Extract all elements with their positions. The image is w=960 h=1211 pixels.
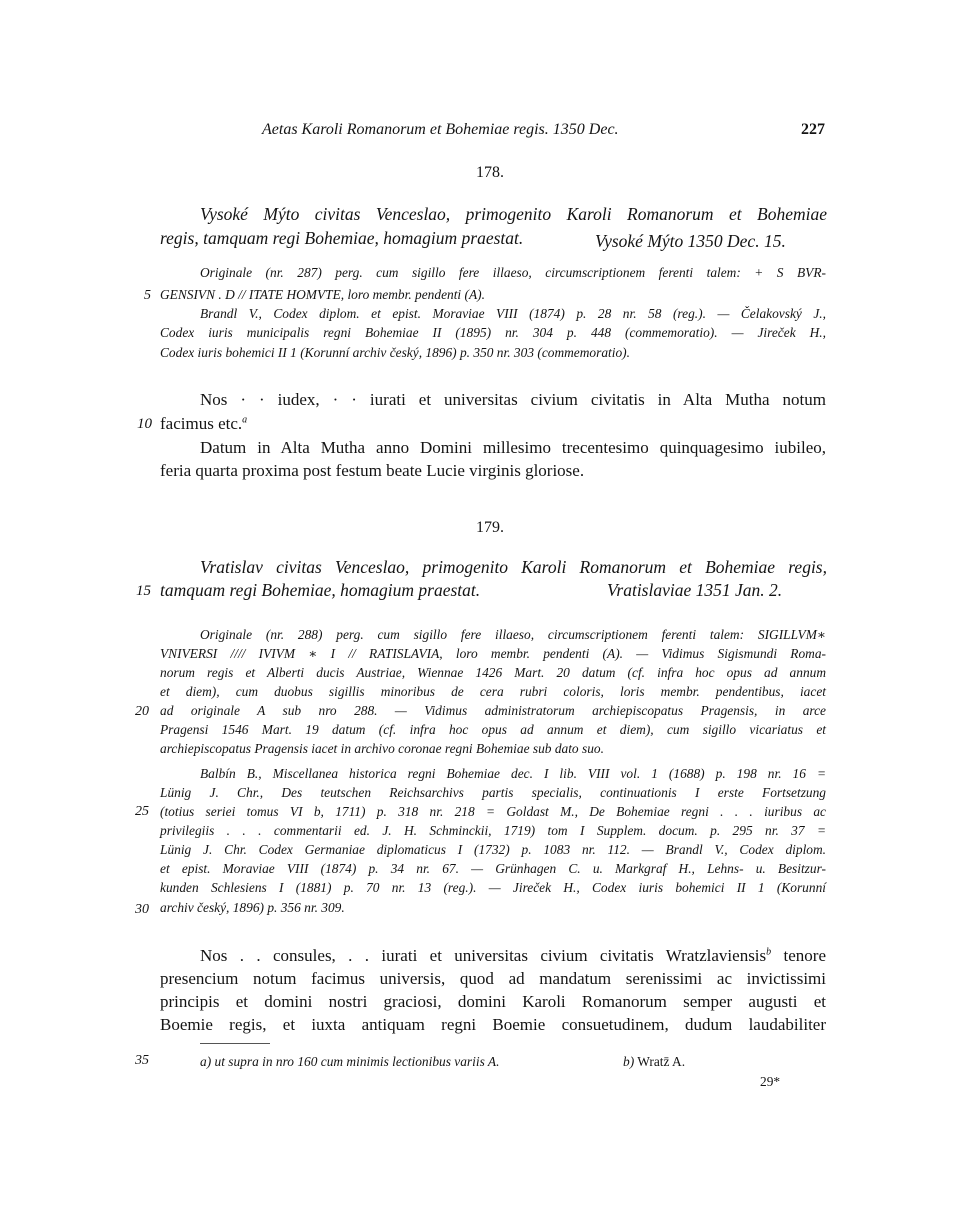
doc179-note-line: Balbín B., Miscellanea historica regni Bohemiae dec. I lib. VIII vol. 1 (1688) p. 198 nr. 16 = [200,766,826,781]
doc178-place-date: Vysoké Mýto 1350 Dec. 15. [595,231,786,251]
line-number: 30 [135,902,149,917]
doc179-text-line: Boemie regis, et iuxta antiquam regni Boemie consuetudinem, dudum laudabiliter [160,1015,826,1034]
doc179-place-date: Vratislaviae 1351 Jan. 2. [607,580,783,600]
line-number: 20 [135,704,149,719]
doc178-note-line: Originale (nr. 287) perg. cum sigillo fere illaeso, circumscriptionem ferenti talem: + S BVR- [200,265,826,280]
document-number-178: 178. [476,164,504,181]
doc178-note-line: Codex iuris bohemici II 1 (Korunní archiv český, 1896) p. 350 nr. 303 (commemoratio). [160,345,630,360]
page-number: 227 [801,121,825,138]
line-number: 35 [135,1053,149,1068]
doc179-text-line: Nos . . consules, . . iurati et universitas civium civitatis Wratzlaviensis$^b$ tenore [200,946,827,965]
doc179-note-line: archiv český, 1896) p. 356 nr. 309. [160,900,345,915]
doc178-text-line: feria quarta proxima post festum beate Lucie virginis gloriose. [160,461,585,480]
doc179-note-line: (totius seriei tomus VI b, 1711) p. 318 nr. 218 = Goldast M., De Bohemiae regni . . . iuribus ac [160,804,826,819]
footnote-rule [200,1043,270,1044]
line-number: 15 [136,583,151,599]
doc179-note-line: ad originale A sub nro 288. — Vidimus administratorum archiepiscopatus Pragensis, in arce [160,703,826,718]
doc179-note-line: kunden Schlesiens I (1881) p. 70 nr. 13 (reg.). — Jireček H., Codex iuris bohemici II 1 (Korunní [160,880,826,895]
doc179-note-line: Pragensi 1546 Mart. 19 datum (cf. infra hoc opus ad annum et diem), cum sigillo vicariatus et [160,722,826,737]
doc178-text-line: Nos · · iudex, · · iurati et universitas civium civitatis in Alta Mutha notum [200,390,826,409]
doc179-note-line: privilegiis . . . commentarii ed. J. H. Schminckii, 1719) tom I Supplem. docum. p. 295 nr. 37 = [160,823,826,838]
running-title: Aetas Karoli Romanorum et Bohemiae regis. 1350 Dec. [262,121,619,138]
line-number: 10 [137,416,152,432]
doc178-title-line-2: regis, tamquam regi Bohemiae, homagium praestat. [160,228,524,248]
doc178-title-line-1: Vysoké Mýto civitas Venceslao, primogenito Karoli Romanorum et Bohemiae [200,204,827,224]
doc178-note-line: GENSIVN . D // ITATE HOMVTE, loro membr. pendenti (A). [160,287,485,302]
doc178-note-line: Brandl V., Codex diplom. et epist. Moraviae VIII (1874) p. 28 nr. 58 (reg.). — Čelakovský J., [200,306,826,321]
doc179-note-line: Lünig J. Chr. Codex Germaniae diplomaticus I (1732) p. 1083 nr. 112. — Brandl V., Codex diplom. [160,842,826,857]
doc179-note-line: et diem), cum duobus sigillis minoribus de cera rubri coloris, loris membr. pendentibus, iacet [160,684,826,699]
doc179-title-line-2: tamquam regi Bohemiae, homagium praestat. [160,580,481,600]
doc179-text-line: presencium notum facimus universis, quod ad mandatum serenissimi ac invictissimi [160,969,826,988]
doc178-text-line: Datum in Alta Mutha anno Domini millesimo trecentesimo quinquagesimo iubileo, [200,438,826,457]
doc179-note-line: norum regis et Alberti ducis Austriae, Wiennae 1426 Mart. 20 datum (cf. infra hoc opus ad annum [160,665,826,680]
footnote-mark-a: a [242,414,248,426]
doc178-note-line: Codex iuris municipalis regni Bohemiae II (1895) nr. 304 p. 448 (commemoratio). — Jireček H., [160,325,826,340]
doc178-text-line: facimus etc.$^a$ [160,414,248,433]
doc179-note-line: Originale (nr. 288) perg. cum sigillo fere illaeso, circumscriptionem ferenti talem: SIGILLVM∗ [200,627,826,642]
footnote-b: b) Wratz̄ A. [623,1054,686,1069]
doc179-text-line: principis et domini nostri graciosi, domini Karoli Romanorum semper augusti et [160,992,826,1011]
document-number-179: 179. [476,519,504,536]
line-number: 5 [144,288,151,303]
doc179-title-line-1: Vratislav civitas Venceslao, primogenito Karoli Romanorum et Bohemiae regis, [200,557,827,577]
footnote-mark-b: b [766,946,772,958]
footnote-a: a) ut supra in nro 160 cum minimis lectionibus variis A. [200,1054,500,1069]
doc179-note-line: Lünig J. Chr., Des teutschen Reichsarchivs partis specialis, continuationis I erste Fortsetzung [160,785,826,800]
line-number: 25 [135,804,149,819]
doc179-note-line: et epist. Moraviae VIII (1874) p. 34 nr. 67. — Grünhagen C. u. Markgraf H., Lehns- u. Besitzur- [160,861,826,876]
doc179-note-line: VNIVERSI //// IVIVM ∗ I // RATISLAVIA, loro membr. pendenti (A). — Vidimus Sigismundi Roma- [160,646,826,661]
doc179-note-line: archiepiscopatus Pragensis iacet in archivo coronae regni Bohemiae sub dato suo. [160,741,604,756]
signature-mark: 29* [760,1074,781,1089]
